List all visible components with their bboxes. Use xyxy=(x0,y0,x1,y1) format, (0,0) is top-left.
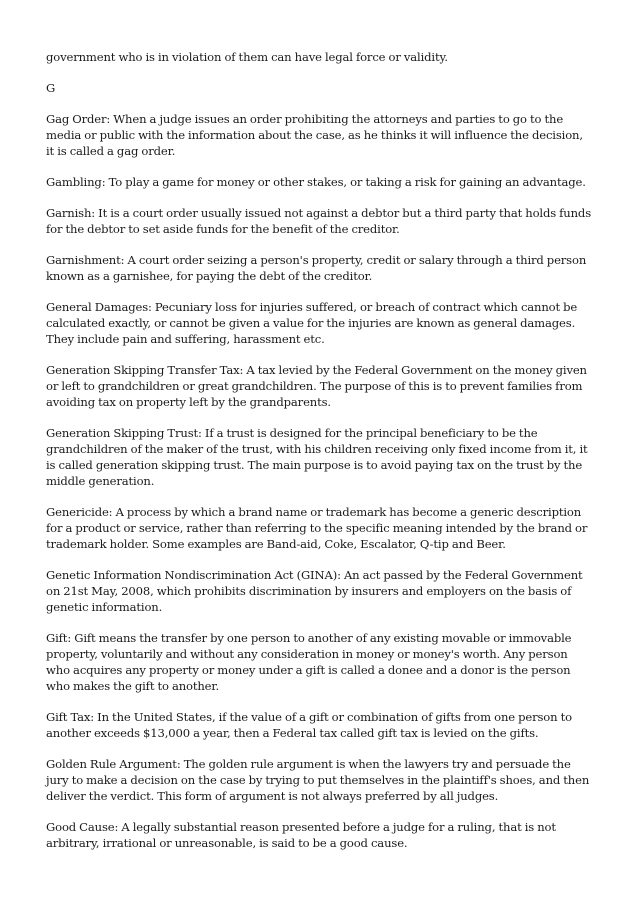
entry-gag-order: Gag Order: When a judge issues an order prohibiting the attorneys and parties to go to the media or public with the information about the case, as he thinks it will influence the decision, it is called a gag order. xyxy=(46,112,583,158)
entry-good-cause: Good Cause: A legally substantial reason presented before a judge for a ruling, that is not arbitrary, irrational or unreasonable, is said to be a good cause. xyxy=(46,820,556,850)
paragraph-continuation: government who is in violation of them can have legal force or validity. xyxy=(46,50,448,64)
entry-garnishment: Garnishment: A court order seizing a person's property, credit or salary through a third person known as a garnishee, for paying the debt of the creditor. xyxy=(46,253,587,283)
entry-generation-skipping-transfer-tax: Generation Skipping Transfer Tax: A tax levied by the Federal Government on the money given or left to grandchildren or great grandchildren. The purpose of this is to prevent families from avoiding tax on property left by the grandparents. xyxy=(46,363,587,409)
entry-gambling: Gambling: To play a game for money or other stakes, or taking a risk for gaining an advantage. xyxy=(46,175,586,189)
entry-garnish: Garnish: It is a court order usually issued not against a debtor but a third party that holds funds for the debtor to set aside funds for the benefit of the creditor. xyxy=(46,206,592,236)
entry-gift-tax: Gift Tax: In the United States, if the value of a gift or combination of gifts from one person to another exceeds $13,000 a year, then a Federal tax called gift tax is levied on the gifts. xyxy=(46,710,572,740)
document-page xyxy=(46,49,594,866)
entry-golden-rule-argument: Golden Rule Argument: The golden rule argument is when the lawyers try and persuade the jury to make a decision on the case by trying to put themselves in the plaintiff's shoes, and then deliver the verdict. This form of argument is not always preferred by all judges. xyxy=(46,757,590,803)
entry-gift: Gift: Gift means the transfer by one person to another of any existing movable or immovable property, voluntarily and without any consideration in money or money's worth. Any person who acquires any property or money under a gift is called a donee and a donor is the person who makes the gift to another. xyxy=(46,631,572,693)
entry-general-damages: General Damages: Pecuniary loss for injuries suffered, or breach of contract which cannot be calculated exactly, or cannot be given a value for the injuries are known as general damages. They include pain and suffering, harassment etc. xyxy=(46,300,578,346)
entry-generation-skipping-trust: Generation Skipping Trust: If a trust is designed for the principal beneficiary to be the grandchildren of the maker of the trust, with his children receiving only fixed income from it, it is called generation skipping trust. The main purpose is to avoid paying tax on the trust by the middle generation. xyxy=(46,426,588,488)
section-letter-heading: G xyxy=(46,81,56,95)
entry-genericide: Genericide: A process by which a brand name or trademark has become a generic description for a product or service, rather than referring to the specific meaning intended by the brand or trademark holder. Some examples are Band-aid, Coke, Escalator, Q-tip and Beer. xyxy=(46,505,588,551)
entry-gina: Genetic Information Nondiscrimination Act (GINA): An act passed by the Federal Government on 21st May, 2008, which prohibits discrimination by insurers and employers on the basis of genetic information. xyxy=(46,568,583,614)
